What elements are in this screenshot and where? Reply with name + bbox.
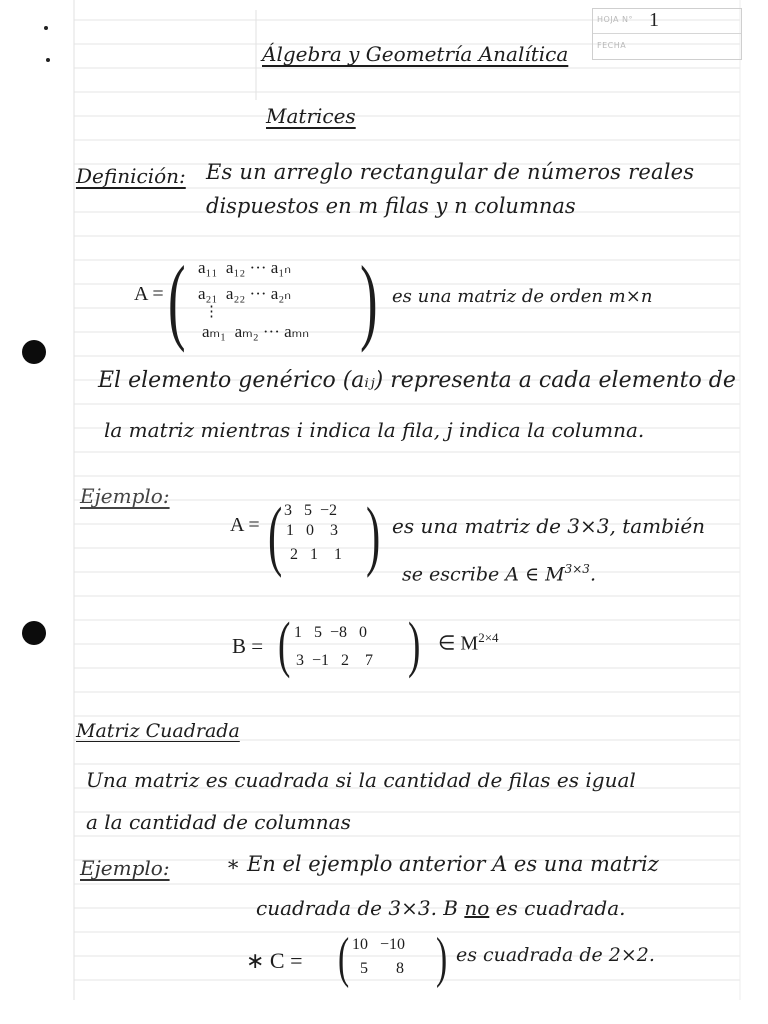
matrix-a-left-paren: (	[168, 246, 186, 353]
matrix-a-row-4: aₘ₁ aₘ₂ ··· aₘₙ	[202, 322, 310, 341]
matrix-a-name: A =	[134, 283, 164, 305]
matrix-c-row-1: 10 −10	[352, 936, 406, 953]
matrix-a3-name: A =	[230, 514, 260, 536]
matrix-b-superscript: 2×4	[478, 630, 499, 645]
page-title: Álgebra y Geometría Analítica	[262, 42, 569, 66]
section-title: Matrices	[266, 104, 356, 128]
definition-label: Definición:	[76, 164, 186, 188]
square-section-title: Matriz Cuadrada	[76, 720, 240, 742]
definition-line-1: Es un arreglo rectangular de números reales	[206, 160, 695, 184]
example-2-bullet-2-caption: es cuadrada de 2×2.	[456, 944, 655, 966]
element-line-1: El elemento genérico (aᵢⱼ) representa a cada elemento de	[98, 368, 736, 393]
matrix-a-right-paren: )	[360, 246, 378, 353]
matrix-b-right-paren: )	[408, 611, 421, 679]
matrix-a3-right-paren: )	[366, 491, 381, 578]
matrix-a3-row-3: 2 1 1	[290, 546, 342, 563]
matrix-c-name: ∗ C =	[246, 948, 303, 973]
element-line-2: la matriz mientras i indica la fila, j indica la columna.	[104, 418, 645, 442]
hoja-value: 1	[649, 9, 659, 31]
matrix-c-left-paren: (	[338, 927, 350, 989]
matrix-c-right-paren: )	[436, 927, 448, 989]
matrix-b-membership-text: ∈ M	[438, 632, 479, 655]
matrix-b-name: B =	[232, 634, 264, 658]
matrix-a-row-2: a₂₁ a₂₂ ··· a₂ₙ	[198, 284, 292, 303]
ink-mark	[44, 26, 48, 30]
matrix-a3-left-paren: (	[268, 491, 283, 578]
definition-line-2: dispuestos en m filas y n columnas	[206, 194, 576, 218]
example-1-superscript: 3×3	[564, 562, 590, 576]
example-1-label: Ejemplo:	[80, 484, 170, 508]
matrix-a-row-1: a₁₁ a₁₂ ··· a₁ₙ	[198, 258, 292, 277]
square-line-1: Una matriz es cuadrada si la cantidad de filas es igual	[86, 768, 636, 792]
matrix-b-left-paren: (	[278, 611, 291, 679]
header-row-fecha	[593, 34, 741, 58]
hoja-label: HOJA N°	[597, 15, 634, 24]
square-line-2: a la cantidad de columnas	[86, 810, 351, 834]
fecha-label: FECHA	[597, 41, 627, 50]
matrix-b-membership	[438, 630, 499, 656]
matrix-b-row-2: 3 −1 2 7	[296, 652, 374, 669]
example-1-line-2	[402, 562, 596, 585]
ink-mark	[46, 58, 50, 62]
example-2-label: Ejemplo:	[80, 856, 170, 880]
matrix-a-row-3: ⋮	[204, 304, 219, 320]
example-1-caption: es una matriz de 3×3, también	[392, 514, 706, 538]
header-box	[592, 8, 742, 60]
matrix-c-row-2: 5 8	[360, 960, 404, 977]
example-2-no-word: no	[464, 896, 490, 920]
example-2-bullet-1: ∗ En el ejemplo anterior A es una matriz	[226, 852, 659, 876]
example-2-bullet-1-cont	[256, 896, 625, 920]
example-1-line-2-text: se escribe A ∈ M	[402, 563, 565, 586]
binder-hole	[22, 621, 46, 645]
matrix-b-row-1: 1 5 −8 0	[294, 624, 368, 641]
example-2-cont-text: cuadrada de 3×3. B	[256, 896, 465, 920]
header-row-hoja	[593, 9, 741, 34]
example-1-line-2-end: .	[589, 563, 596, 586]
matrix-a3-row-2: 1 0 3	[286, 522, 338, 539]
matrix-a3-row-1: 3 5 −2	[284, 502, 338, 519]
example-2-cont-end: es cuadrada.	[489, 896, 626, 920]
binder-hole	[22, 340, 46, 364]
matrix-a-caption: es una matriz de orden m×n	[392, 286, 653, 307]
